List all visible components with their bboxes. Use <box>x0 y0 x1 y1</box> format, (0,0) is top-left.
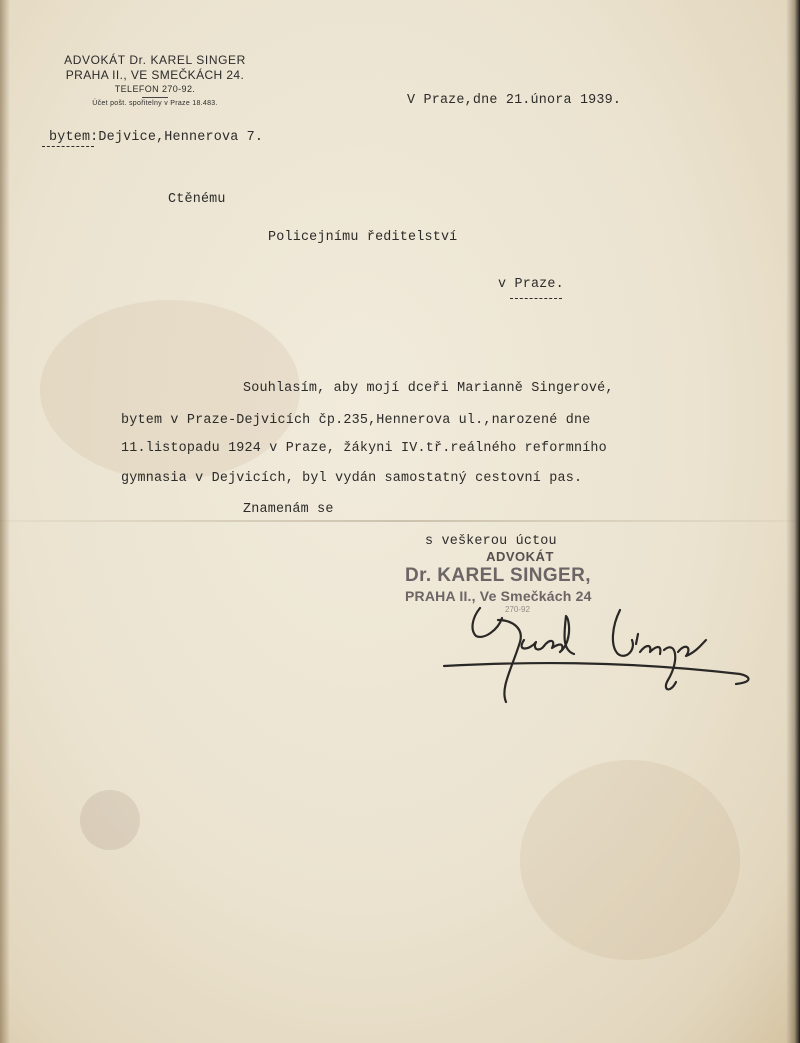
recipient-city: v Praze. <box>498 277 564 292</box>
body-line: Souhlasím, aby mojí dceři Marianně Singerové, <box>243 381 614 396</box>
fold-line <box>0 520 800 522</box>
recipient-office: Policejnímu ředitelství <box>268 230 458 245</box>
body-line: gymnasia v Dejvicích, byl vydán samostatný cestovní pas. <box>121 471 583 486</box>
residence-line <box>49 130 263 145</box>
paper-right-edge <box>786 0 800 1043</box>
letterhead-address: PRAHA II., VE SMEČKÁCH 24. <box>65 68 245 82</box>
body-line: bytem v Praze-Dejvicích čp.235,Hennerova ul.,narozené dne <box>121 413 591 428</box>
stamp-phone: 270-92 <box>505 605 530 614</box>
stamp-name: Dr. KAREL SINGER, <box>405 565 591 586</box>
letterhead <box>20 53 290 110</box>
recipient-underline <box>510 298 562 299</box>
paper-stain <box>520 760 740 960</box>
residence-value: Dejvice,Hennerova 7. <box>98 130 264 145</box>
residence-underline <box>42 146 94 147</box>
letterhead-name: ADVOKÁT Dr. KAREL SINGER <box>64 53 246 67</box>
body-line: 11.listopadu 1924 v Praze, žákyni IV.tř.reálného reformního <box>121 441 607 456</box>
sign-off: Znamenám se <box>243 502 334 517</box>
letterhead-phone: TELEFON 270-92. <box>114 84 196 94</box>
closing: s veškerou úctou <box>425 534 557 549</box>
stamp-title: ADVOKÁT <box>486 549 554 564</box>
letterhead-account: Účet pošt. spořitelny v Praze 18.483. <box>92 100 218 107</box>
handwritten-signature <box>440 590 770 710</box>
date-line: V Praze,dne 21.února 1939. <box>407 93 622 108</box>
recipient-salutation: Ctěnému <box>168 192 226 207</box>
paper-smudge <box>80 790 140 850</box>
paper-left-edge <box>0 0 10 1043</box>
residence-label: bytem: <box>49 130 99 145</box>
stamp-address: PRAHA II., Ve Smečkách 24 <box>405 588 592 604</box>
